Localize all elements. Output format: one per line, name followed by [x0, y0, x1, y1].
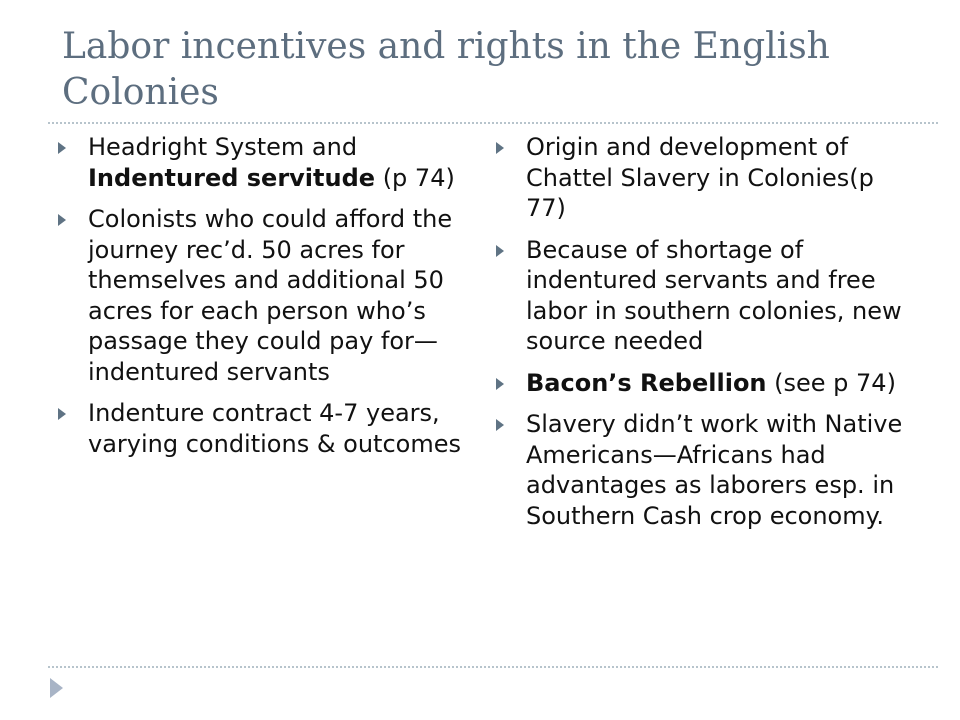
slide-title: Labor incentives and rights in the English Colonies: [62, 26, 830, 113]
bullet-item: [56, 398, 476, 459]
bullet-text-segment: Slavery didn’t work with Native Americans—Africans had advantages as laborers esp. in Southern Cash crop economy.: [526, 410, 903, 530]
bullet-item: [56, 132, 476, 193]
bullet-item: [56, 204, 476, 387]
right-bullet-list: [494, 132, 914, 542]
bullet-item: [494, 368, 914, 399]
bullet-item: [494, 409, 914, 531]
bullet-text-segment: Because of shortage of indentured servants and free labor in southern colonies, new source needed: [526, 235, 902, 355]
left-bullet-list: [56, 132, 476, 470]
triangle-bullet-icon: [496, 378, 504, 390]
triangle-bullet-icon: [58, 142, 66, 154]
footer-divider: [48, 666, 938, 668]
bullet-text-segment: Indenture contract 4-7 years, varying conditions & outcomes: [88, 399, 461, 458]
bullet-text-bold-segment: Indentured servitude: [88, 163, 376, 192]
title-divider: [48, 122, 938, 124]
bullet-text-segment: Colonists who could afford the journey rec’d. 50 acres for themselves and additional 50 acres for each person who’s passage they could pay for—indentured servants: [88, 205, 453, 386]
bullet-item: [494, 132, 914, 224]
bullet-text-bold-segment: Bacon’s Rebellion: [526, 368, 767, 397]
bullet-text-segment: (see p 74): [766, 368, 896, 397]
slide-corner-triangle-icon: [50, 678, 63, 698]
bullet-text-segment: Headright System and: [88, 133, 358, 161]
triangle-bullet-icon: [58, 214, 66, 226]
triangle-bullet-icon: [496, 245, 504, 257]
triangle-bullet-icon: [496, 419, 504, 431]
triangle-bullet-icon: [58, 408, 66, 420]
bullet-text-segment: Origin and development of Chattel Slavery in Colonies(p 77): [526, 133, 874, 222]
triangle-bullet-icon: [496, 142, 504, 154]
bullet-text-segment: (p 74): [375, 163, 455, 192]
bullet-item: [494, 235, 914, 357]
